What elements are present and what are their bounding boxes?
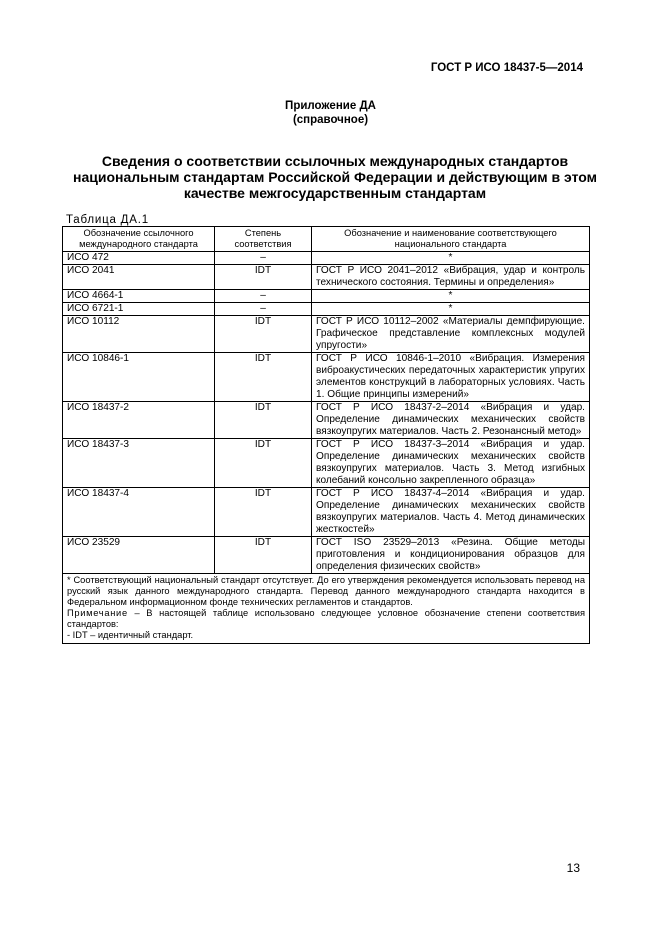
cell-degree: IDT (215, 265, 312, 290)
table-footer-row (63, 574, 590, 644)
note-label: Примечание (67, 608, 128, 618)
cell-national: ГОСТ ISO 23529–2013 «Резина. Общие методы приготовления и кондиционирования образцов для определения физических свойств» (312, 537, 590, 574)
cell-reference: ИСО 23529 (63, 537, 215, 574)
table-note (67, 608, 585, 630)
column-header-reference: Обозначение ссылочного международного стандарта (63, 227, 215, 252)
degree-legend: - IDT – идентичный стандарт. (67, 630, 194, 640)
cell-degree: IDT (215, 316, 312, 353)
cell-national: ГОСТ Р ИСО 10112–2002 «Материалы демпфирующие. Графическое представление комплексных модулей упругости» (312, 316, 590, 353)
page-number: 13 (566, 861, 580, 875)
cell-reference: ИСО 6721-1 (63, 303, 215, 316)
heading-line-3: качестве межгосударственным стандартам (183, 185, 487, 201)
cell-degree: IDT (215, 488, 312, 537)
table-row (63, 316, 590, 353)
table-row (63, 439, 590, 488)
table-row (63, 290, 590, 303)
cell-degree: – (215, 252, 312, 265)
column-header-degree: Степень соответствия (215, 227, 312, 252)
document-code: ГОСТ Р ИСО 18437-5—2014 (430, 62, 583, 74)
cell-reference: ИСО 18437-2 (63, 402, 215, 439)
cell-national: ГОСТ Р ИСО 10846-1–2010 «Вибрация. Измерения виброакустических передаточных характеристик упругих элементов конструкций в лабораторных условиях. Часть 1. Общие принципы измерений» (312, 353, 590, 402)
cell-degree: IDT (215, 439, 312, 488)
table-row (63, 402, 590, 439)
cell-national: ГОСТ Р ИСО 2041–2012 «Вибрация, удар и контроль технического состояния. Термины и определения» (312, 265, 590, 290)
cell-reference: ИСО 10112 (63, 316, 215, 353)
cell-reference: ИСО 4664-1 (63, 290, 215, 303)
table-header-row (63, 227, 590, 252)
annex-title: Приложение ДА (285, 100, 376, 112)
cell-national: ГОСТ Р ИСО 18437-2–2014 «Вибрация и удар. Определение динамических механических свойств вязкоупругих материалов. Часть 2. Резонансный метод» (312, 402, 590, 439)
cell-national: * (312, 290, 590, 303)
annex-heading (0, 99, 661, 127)
table-row (63, 537, 590, 574)
cell-degree: IDT (215, 353, 312, 402)
cell-national: ГОСТ Р ИСО 18437-4–2014 «Вибрация и удар. Определение динамических механических свойств вязкоупругих материалов. Часть 4. Метод динамических жесткостей» (312, 488, 590, 537)
cell-reference: ИСО 472 (63, 252, 215, 265)
cell-reference: ИСО 18437-3 (63, 439, 215, 488)
cell-degree: – (215, 290, 312, 303)
table-row (63, 252, 590, 265)
table-row (63, 353, 590, 402)
table-row (63, 303, 590, 316)
table-caption: Таблица ДА.1 (66, 214, 149, 226)
footnote-asterisk: * Соответствующий национальный стандарт отсутствует. До его утверждения рекомендуется использовать перевод на русский язык данного международного стандарта. Перевод данного международного стандарта находится в Федеральном информационном фонде технических регламентов и стандартов. (67, 575, 585, 607)
annex-subtitle: (справочное) (292, 114, 369, 126)
correspondence-table (62, 226, 590, 644)
section-heading (70, 153, 600, 201)
cell-degree: IDT (215, 402, 312, 439)
heading-line-1: Сведения о соответствии ссылочных международных стандартов (101, 153, 569, 169)
cell-degree: IDT (215, 537, 312, 574)
heading-line-2: национальным стандартам Российской Федерации и действующим в этом (73, 169, 597, 185)
cell-reference: ИСО 2041 (63, 265, 215, 290)
cell-degree: – (215, 303, 312, 316)
table-footnotes (63, 574, 590, 644)
cell-national: ГОСТ Р ИСО 18437-3–2014 «Вибрация и удар. Определение динамических механических свойств вязкоупругих материалов. Часть 3. Метод изгибных колебаний консольно закрепленного образца» (312, 439, 590, 488)
cell-national: * (312, 303, 590, 316)
note-text: – В настоящей таблице использовано следующее условное обозначение степени соответствия стандартов: (67, 608, 585, 629)
table-row (63, 265, 590, 290)
table-row (63, 488, 590, 537)
cell-reference: ИСО 10846-1 (63, 353, 215, 402)
cell-reference: ИСО 18437-4 (63, 488, 215, 537)
column-header-national: Обозначение и наименование соответствующего национального стандарта (312, 227, 590, 252)
cell-national: * (312, 252, 590, 265)
